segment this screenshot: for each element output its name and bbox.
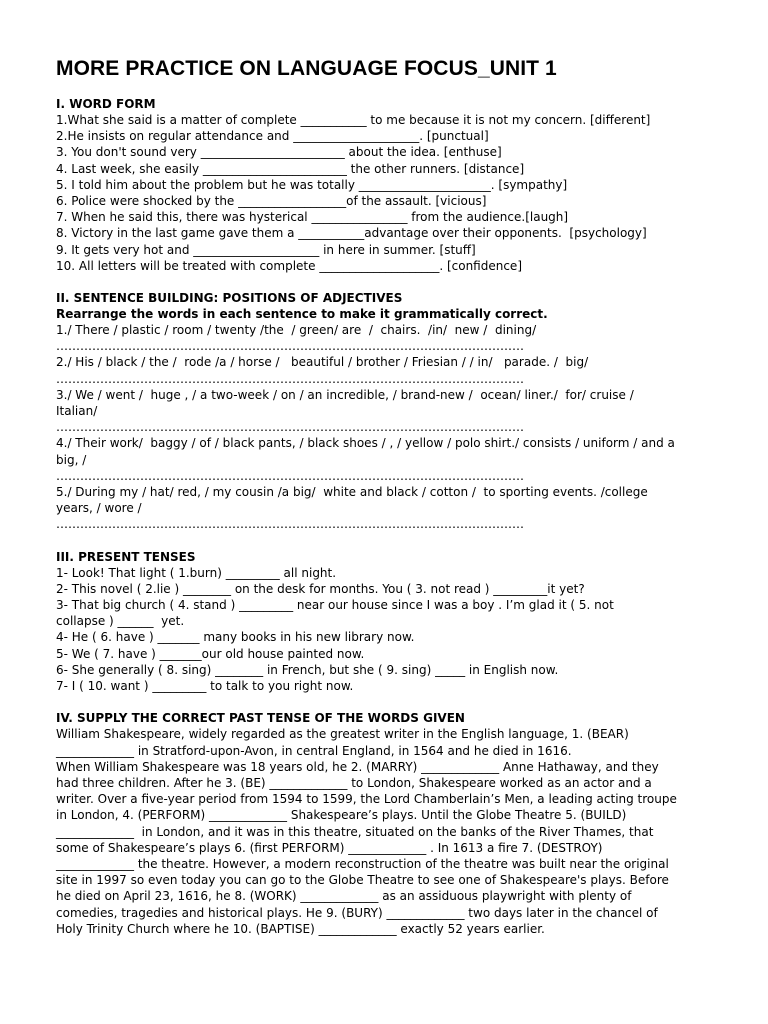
exercise-line: 5- We ( 7. have ) _______our old house painted now. — [56, 646, 365, 661]
exercise-line: 4./ Their work/ baggy / of / black pants, / black shoes / , / yellow / polo shirt./ consists / uniform / and a — [56, 436, 675, 451]
paragraph-line: in London, 4. (PERFORM) _____________ Shakespeare’s plays. Until the Globe Theatre 5. (BUILD) — [56, 808, 627, 823]
exercise-line: 7- I ( 10. want ) _________ to talk to you right now. — [56, 679, 354, 694]
exercise-line: Italian/ — [56, 404, 98, 419]
answer-line: ……………………………………………………………………………………………………… — [56, 339, 524, 354]
section-heading: III. PRESENT TENSES — [56, 549, 196, 564]
exercise-line: collapse ) ______ yet. — [56, 614, 185, 629]
paragraph-line: writer. Over a five-year period from 1594 to 1599, the Lord Chamberlain’s Men, a leading acting troupe — [56, 792, 677, 807]
paragraph-line: _____________ the theatre. However, a modern reconstruction of the theatre was built near the original — [56, 856, 669, 871]
paragraph-line: some of Shakespeare’s plays 6. (first PERFORM) _____________ . In 1613 a fire 7. (DESTROY) — [56, 840, 603, 855]
section-present-tenses — [56, 549, 724, 695]
paragraph-line: When William Shakespeare was 18 years old, he 2. (MARRY) _____________ Anne Hathaway, and they — [56, 759, 659, 774]
exercise-line: 6. Police were shocked by the __________________of the assault. [vicious] — [56, 194, 487, 209]
section-instruction: Rearrange the words in each sentence to make it grammatically correct. — [56, 307, 548, 322]
section-sentence-building — [56, 290, 724, 533]
paragraph-line: Holy Trinity Church where he 10. (BAPTISE) _____________ exactly 52 years earlier. — [56, 921, 545, 936]
section-word-form — [56, 96, 724, 274]
exercise-line: 3. You don't sound very ________________________ about the idea. [enthuse] — [56, 145, 502, 160]
exercise-line: 8. Victory in the last game gave them a ___________advantage over their opponents. [psychology] — [56, 226, 647, 241]
exercise-line: years, / wore / — [56, 501, 142, 516]
exercise-line: 1.What she said is a matter of complete ___________ to me because it is not my concern. [different] — [56, 113, 651, 127]
paragraph-line: he died on April 23, 1616, he 8. (WORK) _____________ as an assiduous playwright with plenty of — [56, 889, 632, 904]
page-title: MORE PRACTICE ON LANGUAGE FOCUS_UNIT 1 — [56, 57, 557, 80]
exercise-line: 2./ His / black / the / rode /a / horse / beautiful / brother / Friesian / / in/ parade. / big/ — [56, 355, 589, 370]
exercise-line: 5. I told him about the problem but he was totally ______________________. [sympathy] — [56, 177, 568, 192]
paragraph-line: _____________ in Stratford-upon-Avon, in central England, in 1564 and he died in 1616. — [56, 743, 572, 758]
section-past-tense — [56, 710, 724, 937]
answer-line: ……………………………………………………………………………………………………… — [56, 371, 524, 386]
exercise-line: 4. Last week, she easily ________________________ the other runners. [distance] — [56, 161, 525, 176]
exercise-line: 10. All letters will be treated with complete ____________________. [confidence] — [56, 258, 522, 273]
exercise-line: 6- She generally ( 8. sing) ________ in French, but she ( 9. sing) _____ in English now. — [56, 662, 559, 677]
answer-line: ……………………………………………………………………………………………………… — [56, 420, 524, 435]
worksheet-page — [56, 56, 724, 953]
paragraph-line: William Shakespeare, widely regarded as the greatest writer in the English language, 1. (BEAR) — [56, 727, 629, 742]
exercise-line: 5./ During my / hat/ red, / my cousin /a big/ white and black / cotton / to sporting events. /college — [56, 485, 648, 500]
exercise-line: 3- That big church ( 4. stand ) _________ near our house since I was a boy . I’m glad it ( 5. not — [56, 598, 614, 613]
paragraph-line: _____________ in London, and it was in this theatre, situated on the banks of the River Thames, that — [56, 824, 654, 839]
section-heading: I. WORD FORM — [56, 97, 156, 111]
exercise-line: 2- This novel ( 2.lie ) ________ on the desk for months. You ( 3. not read ) _________it yet? — [56, 581, 585, 596]
exercise-line: 7. When he said this, there was hysterical ________________ from the audience.[laugh] — [56, 210, 569, 225]
exercise-line: 4- He ( 6. have ) _______ many books in his new library now. — [56, 630, 415, 645]
exercise-line: 1./ There / plastic / room / twenty /the / green/ are / chairs. /in/ new / dining/ — [56, 323, 537, 338]
answer-line: ……………………………………………………………………………………………………… — [56, 468, 524, 483]
section-heading: IV. SUPPLY THE CORRECT PAST TENSE OF THE WORDS GIVEN — [56, 711, 465, 726]
paragraph-line: had three children. After he 3. (BE) _____________ to London, Shakespeare worked as an actor and a — [56, 775, 652, 790]
paragraph-line: site in 1997 so even today you can go to the Globe Theatre to see one of Shakespeare's plays. Before — [56, 873, 669, 888]
exercise-line: big, / — [56, 452, 87, 467]
section-heading: II. SENTENCE BUILDING: POSITIONS OF ADJECTIVES — [56, 291, 403, 306]
exercise-line: 9. It gets very hot and _____________________ in here in summer. [stuff] — [56, 242, 476, 257]
exercise-line: 3./ We / went / huge , / a two-week / on / an incredible, / brand-new / ocean/ liner./ for/ cruise / — [56, 387, 634, 402]
exercise-line: 1- Look! That light ( 1.burn) _________ all night. — [56, 565, 337, 580]
answer-line: ……………………………………………………………………………………………………… — [56, 517, 524, 532]
exercise-line: 2.He insists on regular attendance and _____________________. [punctual] — [56, 129, 489, 144]
paragraph-line: comedies, tragedies and historical plays. He 9. (BURY) _____________ two days later in the chancel of — [56, 905, 658, 920]
